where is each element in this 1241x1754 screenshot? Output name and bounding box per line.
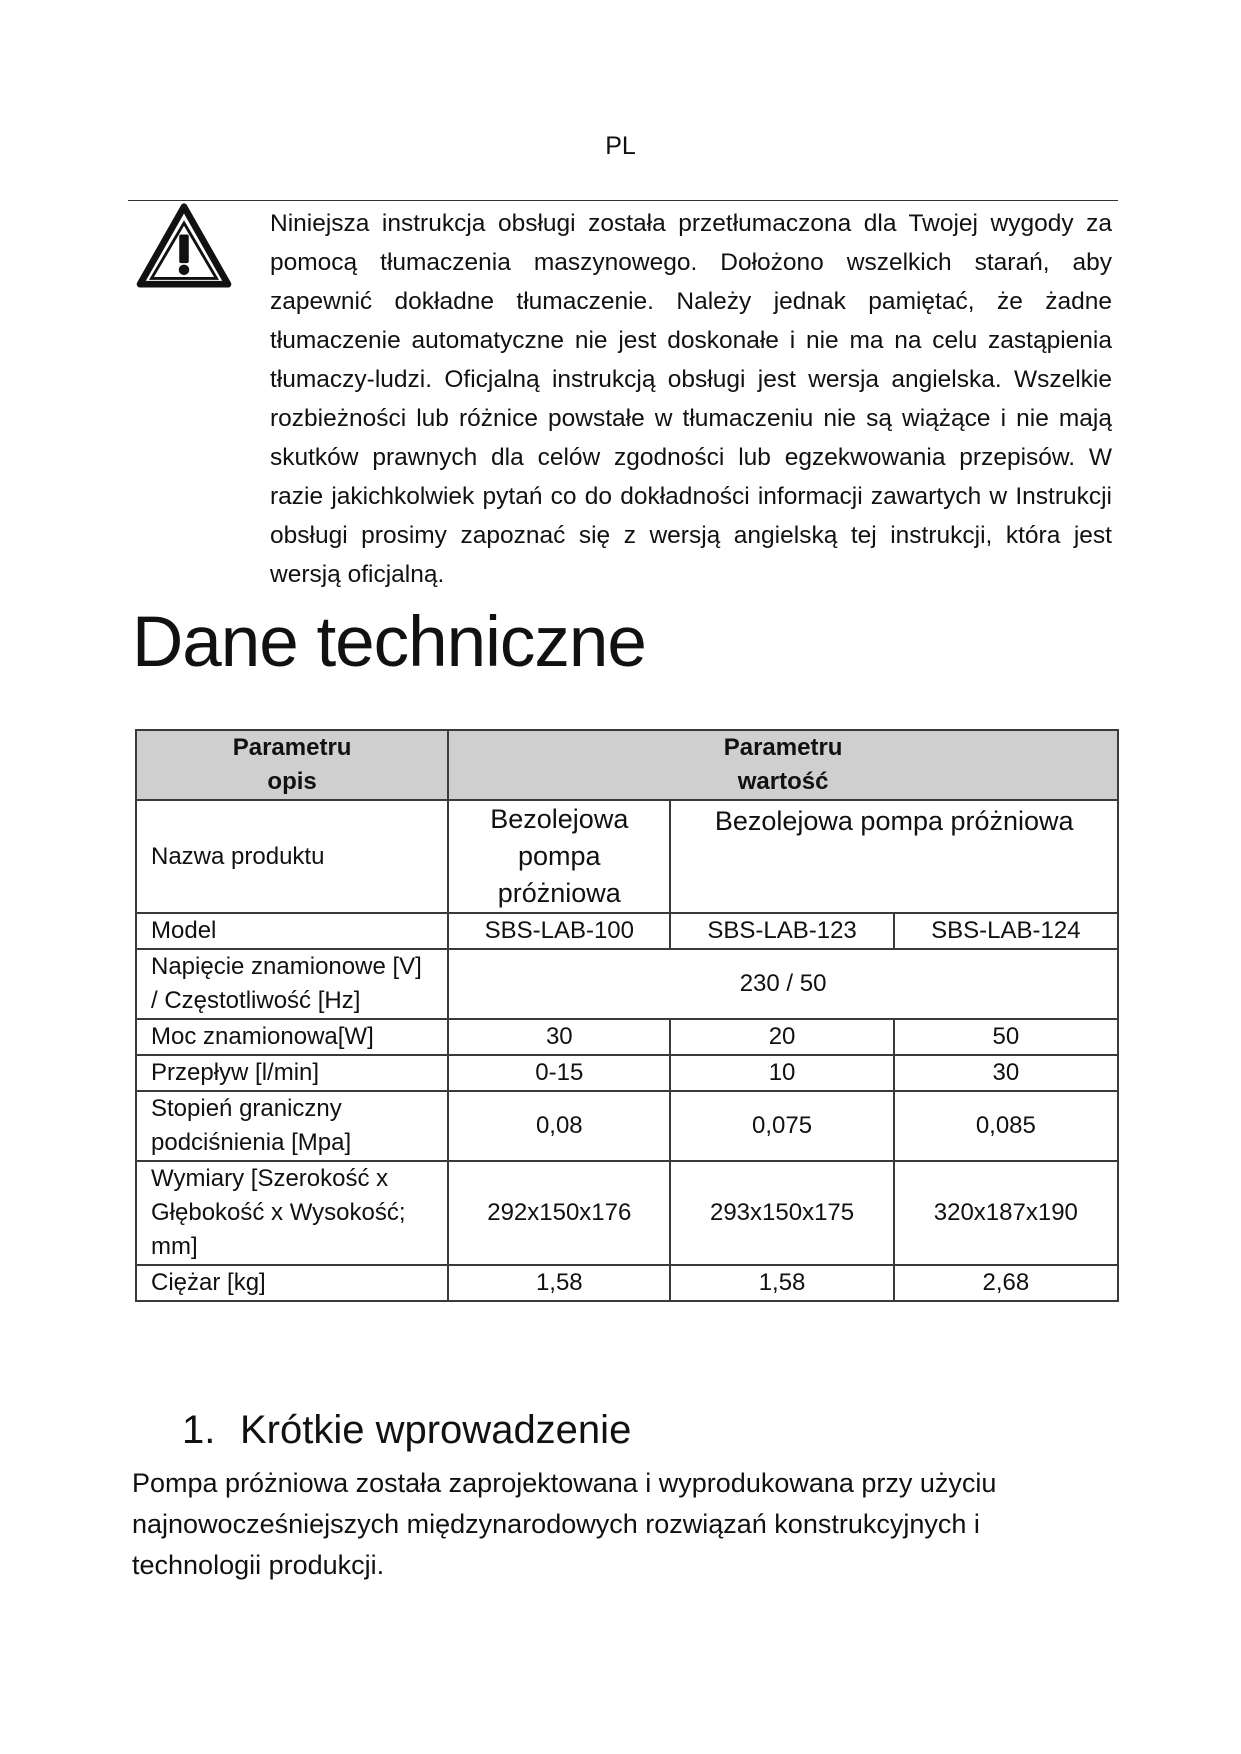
flow-cell: 10 [670, 1055, 893, 1091]
section-heading [182, 1408, 631, 1453]
section-paragraph: Pompa próżniowa została zaprojektowana i wyprodukowana przy użyciu najnowocześniejszych międzynarodowych rozwiązań konstrukcyjnych i technologii produkcji. [132, 1468, 997, 1580]
table-header-row [136, 730, 1118, 800]
vacuum-cell: 0,085 [894, 1091, 1118, 1161]
weight-cell: 1,58 [448, 1265, 670, 1301]
table-row [136, 949, 1118, 1019]
flow-cell: 30 [894, 1055, 1118, 1091]
warning-icon [136, 202, 232, 288]
power-cell: 30 [448, 1019, 670, 1055]
section-number: 1. [182, 1408, 216, 1452]
row-label: Moc znamionowa[W] [136, 1019, 448, 1055]
vacuum-cell: 0,08 [448, 1091, 670, 1161]
table-row [136, 1265, 1118, 1301]
model-cell: SBS-LAB-123 [670, 913, 893, 949]
voltage-cell: 230 / 50 [448, 949, 1118, 1019]
product-name-cell: Bezolejowa pompa próżniowa [448, 800, 670, 913]
power-cell: 20 [670, 1019, 893, 1055]
vacuum-cell: 0,075 [670, 1091, 893, 1161]
row-label: Nazwa produktu [136, 800, 448, 913]
table-row [136, 1055, 1118, 1091]
dimensions-cell: 292x150x176 [448, 1161, 670, 1265]
page-title: Dane techniczne [132, 603, 646, 682]
spec-table [135, 729, 1119, 1302]
row-label: Stopień graniczny podciśnienia [Mpa] [136, 1091, 448, 1161]
row-label: Model [136, 913, 448, 949]
table-row [136, 1019, 1118, 1055]
row-label: Ciężar [kg] [136, 1265, 448, 1301]
translation-notice: Niniejsza instrukcja obsługi została przetłumaczona dla Twojej wygody za pomocą tłumaczenia maszynowego. Dołożono wszelkich starań, aby zapewnić dokładne tłumaczenie. Należy jednak pamiętać, że żadne tłumaczenie automatyczne nie jest doskonałe i nie ma na celu zastąpienia tłumaczy-ludzi. Oficjalną instrukcją obsługi jest wersja angielska. Wszelkie rozbieżności lub różnice powstałe w tłumaczeniu nie są wiążące i nie mają skutków prawnych dla celów zgodności lub egzekwowania przepisów. W razie jakichkolwiek pytań co do dokładności informacji zawartych w Instrukcji obsługi prosimy zapoznać się z wersją angielską tej instrukcji, która jest wersją oficjalną. [270, 210, 1112, 588]
dimensions-cell: 293x150x175 [670, 1161, 893, 1265]
header-divider [128, 200, 1118, 201]
power-cell: 50 [894, 1019, 1118, 1055]
row-label: Wymiary [Szerokość x Głębokość x Wysokość; mm] [136, 1161, 448, 1265]
row-label: Napięcie znamionowe [V] / Częstotliwość [Hz] [136, 949, 448, 1019]
model-cell: SBS-LAB-124 [894, 913, 1118, 949]
table-row [136, 1161, 1118, 1265]
table-row [136, 1091, 1118, 1161]
weight-cell: 2,68 [894, 1265, 1118, 1301]
flow-cell: 0-15 [448, 1055, 670, 1091]
weight-cell: 1,58 [670, 1265, 893, 1301]
language-code: PL [605, 132, 636, 160]
table-row [136, 913, 1118, 949]
dimensions-cell: 320x187x190 [894, 1161, 1118, 1265]
row-label: Przepływ [l/min] [136, 1055, 448, 1091]
section-title: Krótkie wprowadzenie [240, 1408, 632, 1452]
header-description: Parametru opis [136, 730, 448, 800]
model-cell: SBS-LAB-100 [448, 913, 670, 949]
table-row [136, 800, 1118, 913]
product-name-cell: Bezolejowa pompa próżniowa [670, 800, 1118, 913]
header-value: Parametru wartość [448, 730, 1118, 800]
